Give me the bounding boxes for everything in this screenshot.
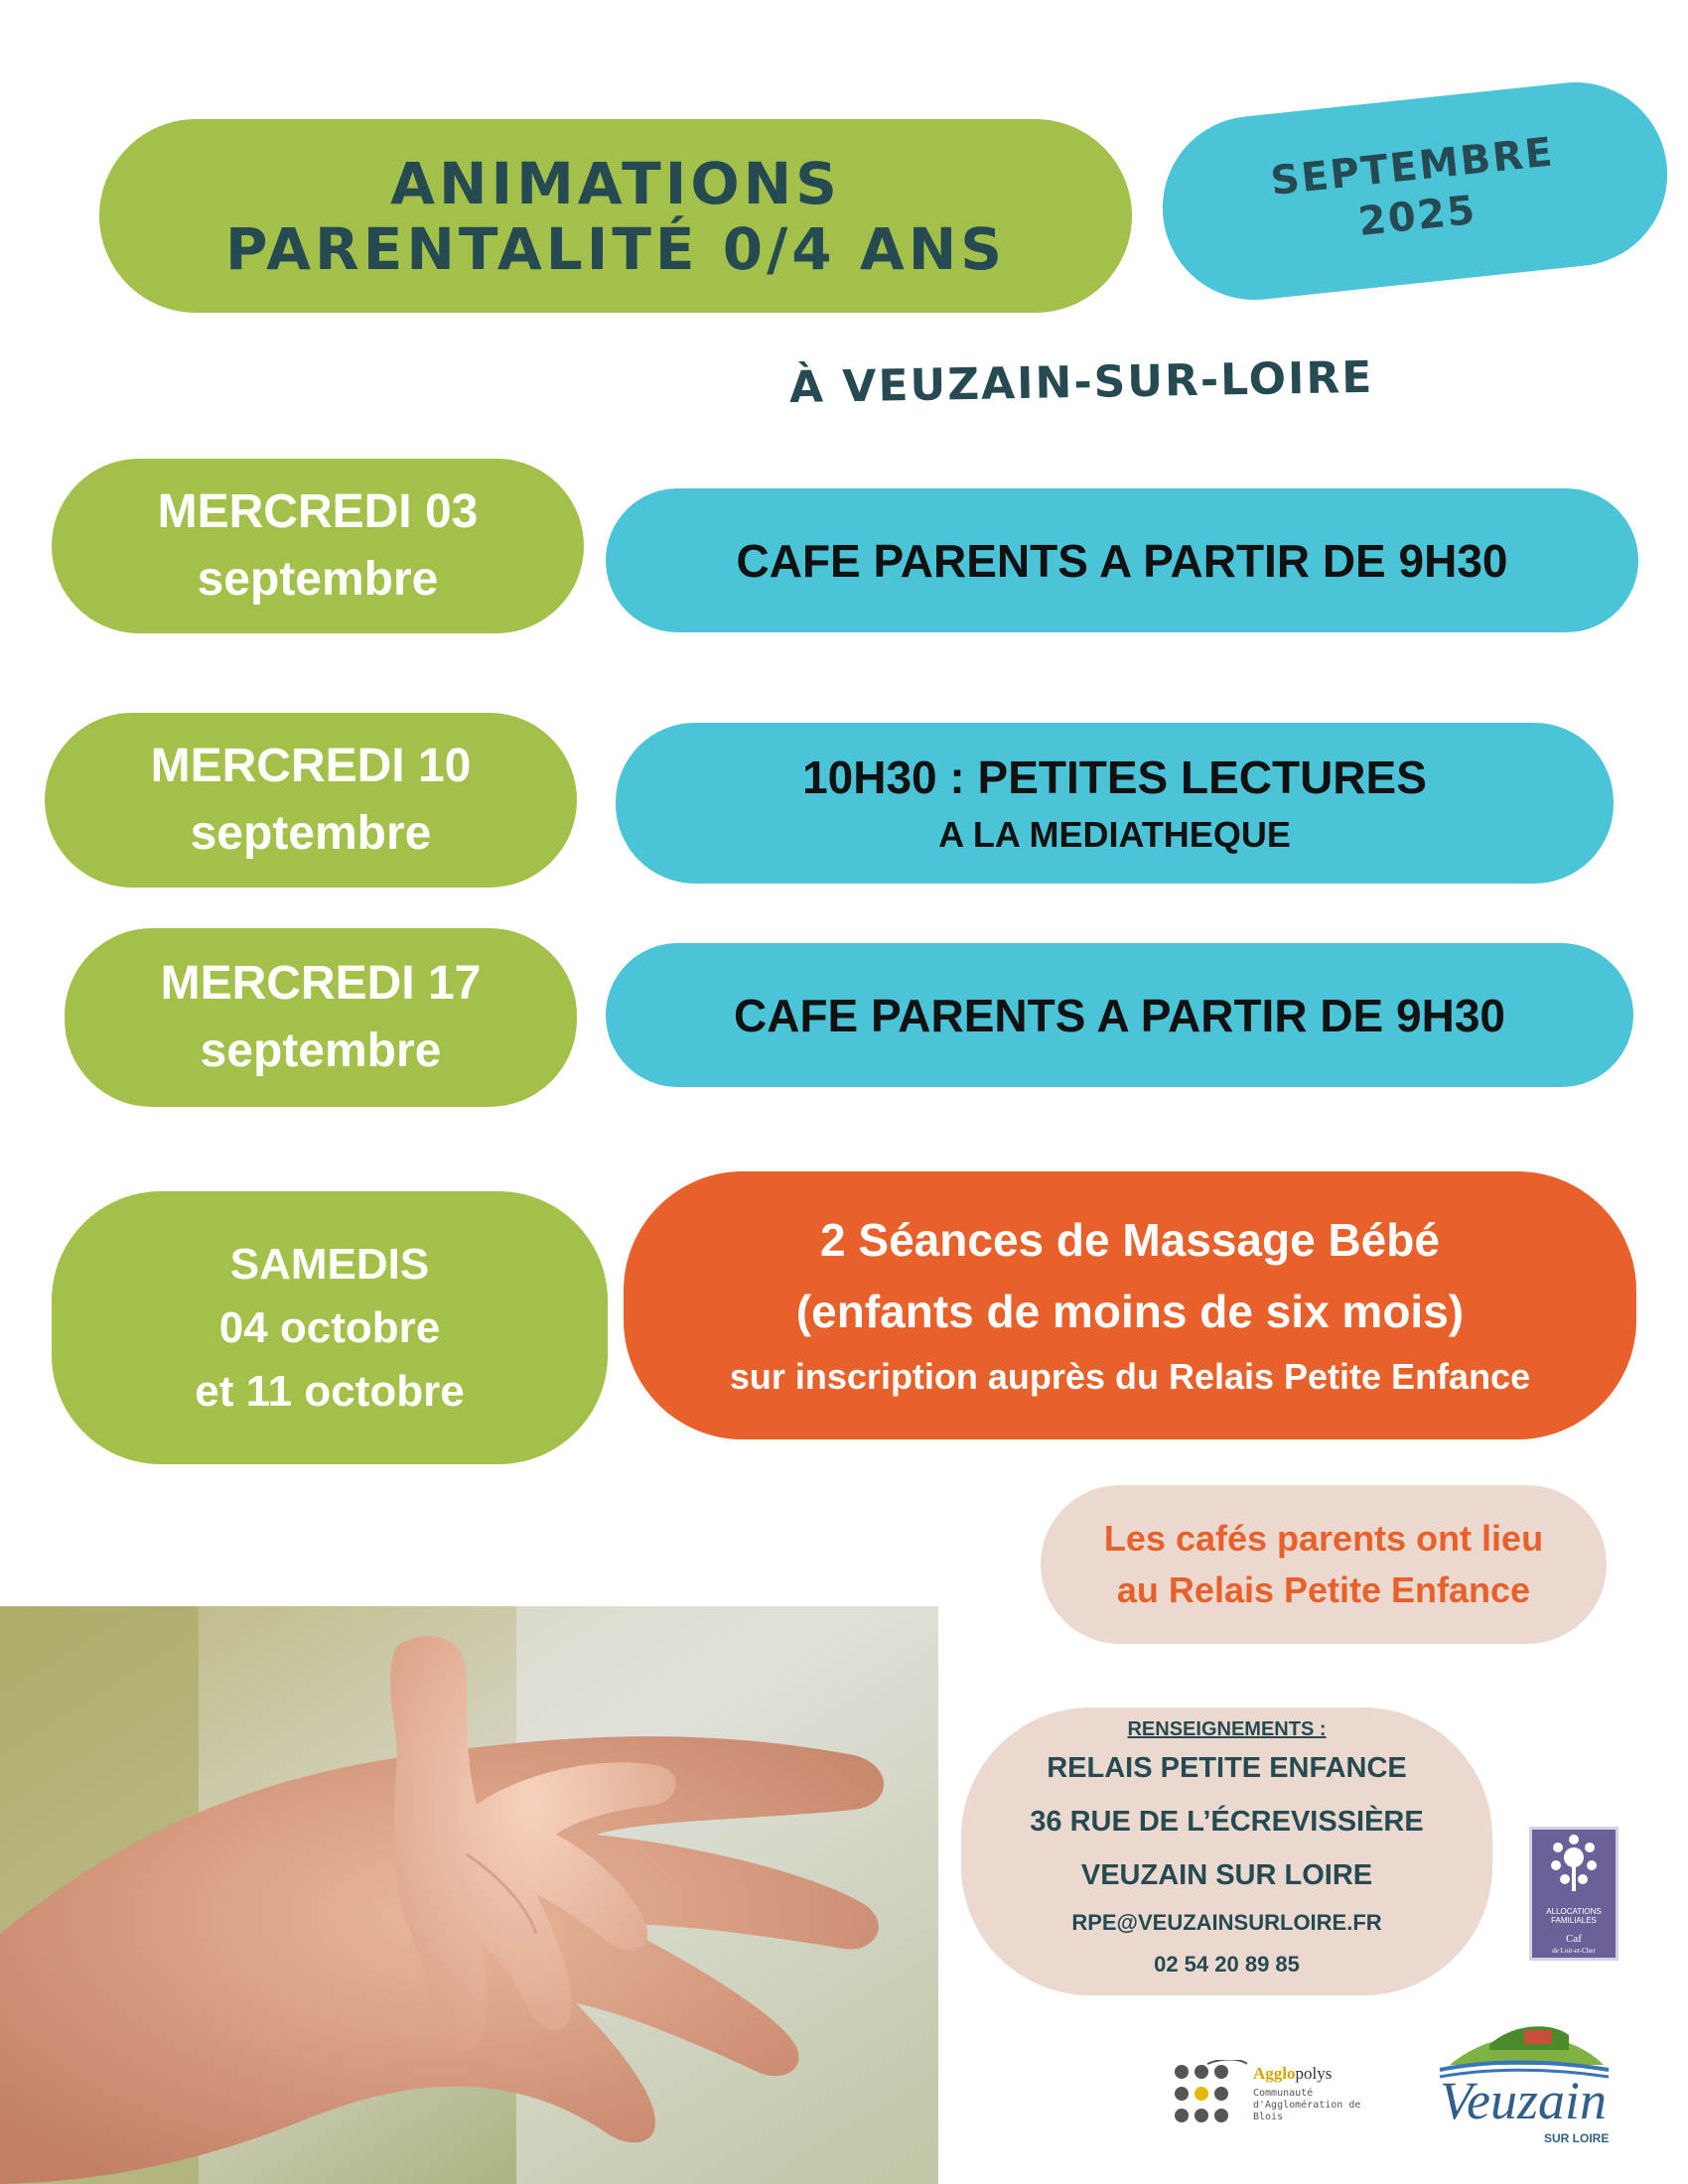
- event-detail-1-title: CAFE PARENTS A PARTIR DE 9H30: [736, 534, 1508, 587]
- event-detail-4-title: 2 Séances de Massage Bébé: [820, 1214, 1440, 1266]
- caf-label: ALLOCATIONS FAMILIALES: [1546, 1907, 1602, 1925]
- event-date-1-day: MERCREDI 03: [157, 485, 479, 538]
- contact-name: RELAIS PETITE ENFANCE: [1047, 1751, 1407, 1784]
- event-detail-1: [606, 488, 1638, 632]
- info-note-line-1: Les cafés parents ont lieu: [1103, 1518, 1544, 1559]
- contact-street: 36 RUE DE L’ÉCREVISSIÈRE: [1030, 1805, 1424, 1838]
- info-note: [1041, 1485, 1607, 1644]
- agglopolys-name-rest: polys: [1295, 2064, 1333, 2083]
- title-banner: [99, 119, 1132, 313]
- event-date-1-month: septembre: [197, 553, 439, 606]
- event-date-1: [52, 459, 584, 633]
- event-date-4-second: et 11 octobre: [195, 1366, 465, 1416]
- date-month: SEPTEMBRE: [1268, 128, 1557, 205]
- event-detail-2-title: 10H30 : PETITES LECTURES: [802, 751, 1427, 803]
- agglopolys-dots-icon: [1172, 2060, 1249, 2137]
- contact-city: VEUZAIN SUR LOIRE: [1080, 1858, 1373, 1891]
- info-note-line-2: au Relais Petite Enfance: [1116, 1570, 1531, 1610]
- agglopolys-name-bold: Agglo: [1253, 2064, 1296, 2083]
- date-year: 2025: [1355, 187, 1479, 245]
- agglopolys-name: [1253, 2064, 1332, 2084]
- event-detail-3: [606, 943, 1633, 1087]
- event-detail-2: [616, 723, 1614, 884]
- event-detail-4-registration: sur inscription auprès du Relais Petite Enfance: [729, 1356, 1531, 1397]
- veuzain-wordmark: Veuzain: [1440, 2071, 1607, 2130]
- event-detail-3-title: CAFE PARENTS A PARTIR DE 9H30: [734, 989, 1505, 1041]
- event-date-4: [52, 1191, 608, 1464]
- contact-card: [961, 1707, 1492, 1995]
- event-detail-4-audience: (enfants de moins de six mois): [795, 1286, 1465, 1337]
- caf-logo: [1529, 1827, 1618, 1961]
- caf-region: de Loir-et-Cher: [1552, 1947, 1596, 1955]
- event-detail-4: [624, 1171, 1636, 1439]
- veuzain-logo: [1430, 2010, 1618, 2149]
- caf-family-icon: [1532, 1830, 1616, 1904]
- event-detail-2-subtitle: A LA MEDIATHEQUE: [938, 814, 1291, 855]
- contact-email-link[interactable]: RPE@VEUZAINSURLOIRE.FR: [1071, 1909, 1382, 1935]
- event-date-2-month: septembre: [190, 807, 432, 860]
- contact-phone: 02 54 20 89 85: [1154, 1951, 1300, 1977]
- hands-photo: [0, 1606, 938, 2184]
- agglopolys-logo: [1172, 2060, 1370, 2139]
- event-date-3-month: septembre: [200, 1024, 442, 1077]
- date-banner: [1154, 73, 1677, 309]
- event-date-3-day: MERCREDI 17: [160, 957, 482, 1010]
- title-line-1: ANIMATIONS: [390, 149, 841, 217]
- location-heading: À VEUZAIN-SUR-LOIRE: [788, 351, 1374, 414]
- title-line-2: PARENTALITÉ 0/4 ANS: [224, 214, 1007, 283]
- contact-heading: RENSEIGNEMENTS :: [1127, 1717, 1327, 1740]
- event-date-2-day: MERCREDI 10: [150, 740, 472, 792]
- caf-wordmark: Caf: [1566, 1933, 1582, 1945]
- veuzain-sub: SUR LOIRE: [1544, 2131, 1610, 2145]
- agglopolys-desc: Communauté d'Agglomération de Blois: [1253, 2088, 1361, 2122]
- event-date-2: [45, 713, 577, 887]
- event-date-3: [65, 928, 577, 1107]
- event-date-4-label: SAMEDIS: [229, 1239, 430, 1289]
- event-date-4-first: 04 octobre: [218, 1302, 441, 1352]
